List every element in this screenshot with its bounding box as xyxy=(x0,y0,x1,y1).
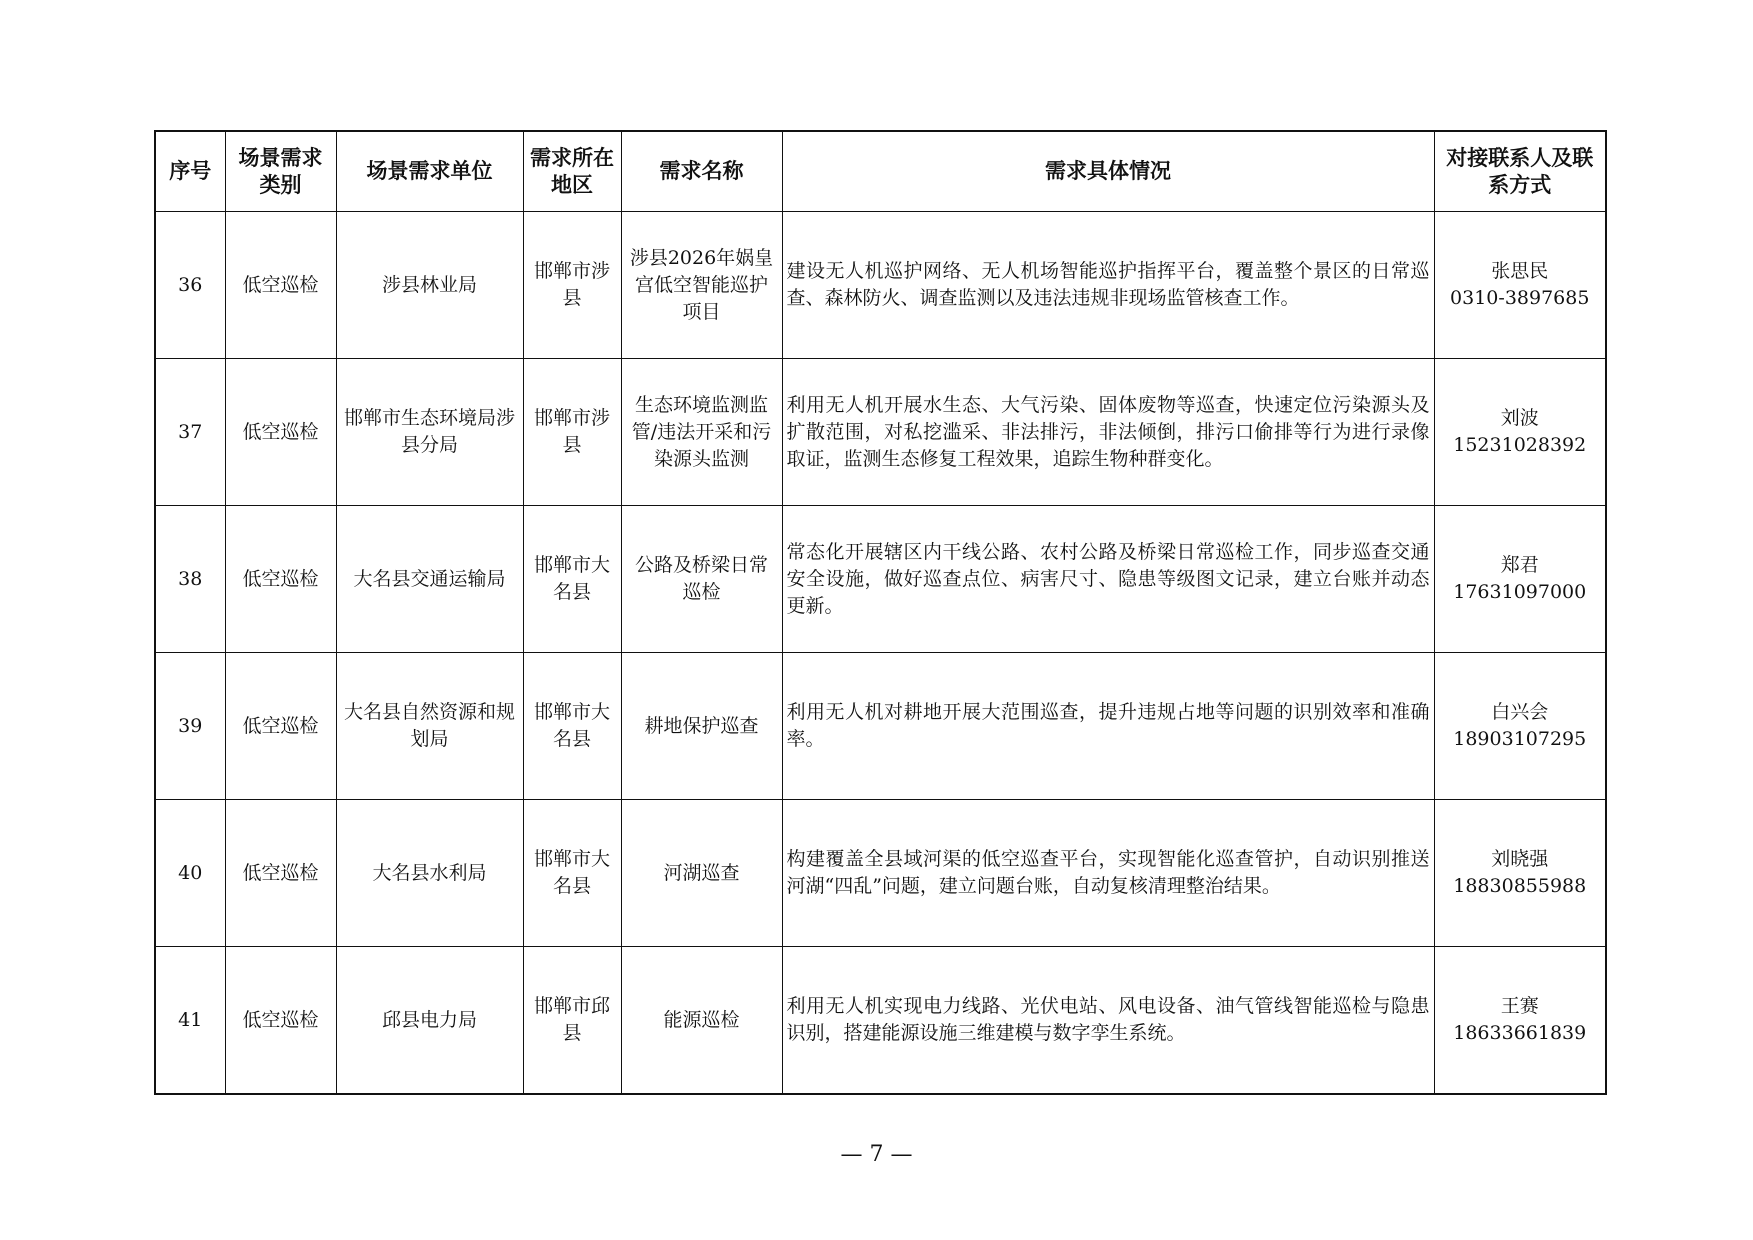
cell-name: 涉县2026年娲皇宫低空智能巡护项目 xyxy=(621,212,782,359)
cell-unit: 大名县自然资源和规划局 xyxy=(336,653,523,800)
cell-unit: 大名县水利局 xyxy=(336,800,523,947)
contact-name: 白兴会 xyxy=(1491,701,1549,723)
contact-phone: 17631097000 xyxy=(1453,581,1587,603)
cell-category: 低空巡检 xyxy=(225,212,336,359)
header-region: 需求所在地区 xyxy=(523,131,621,212)
cell-seq: 36 xyxy=(155,212,225,359)
cell-unit: 大名县交通运输局 xyxy=(336,506,523,653)
contact-phone: 18903107295 xyxy=(1453,728,1587,750)
requirements-table xyxy=(154,130,1607,1095)
page-number: — 7 — xyxy=(840,1142,913,1167)
cell-unit: 邱县电力局 xyxy=(336,947,523,1095)
cell-unit: 邯郸市生态环境局涉县分局 xyxy=(336,359,523,506)
cell-seq: 37 xyxy=(155,359,225,506)
cell-name: 公路及桥梁日常巡检 xyxy=(621,506,782,653)
cell-region: 邯郸市邱县 xyxy=(523,947,621,1095)
contact-name: 刘波 xyxy=(1500,407,1539,429)
contact-phone: 18830855988 xyxy=(1453,875,1587,897)
cell-region: 邯郸市大名县 xyxy=(523,506,621,653)
header-row xyxy=(155,131,1606,212)
cell-seq: 40 xyxy=(155,800,225,947)
cell-seq: 38 xyxy=(155,506,225,653)
cell-detail: 利用无人机开展水生态、大气污染、固体废物等巡查，快速定位污染源头及扩散范围，对私挖滥采、非法排污，非法倾倒，排污口偷排等行为进行录像取证，监测生态修复工程效果，追踪生物种群变化。 xyxy=(782,359,1434,506)
cell-seq: 39 xyxy=(155,653,225,800)
contact-name: 张思民 xyxy=(1491,260,1549,282)
cell-contact xyxy=(1434,359,1606,506)
cell-region: 邯郸市大名县 xyxy=(523,653,621,800)
table-header xyxy=(155,131,1606,212)
cell-category: 低空巡检 xyxy=(225,653,336,800)
cell-category: 低空巡检 xyxy=(225,359,336,506)
cell-category: 低空巡检 xyxy=(225,800,336,947)
cell-contact xyxy=(1434,212,1606,359)
cell-contact xyxy=(1434,947,1606,1095)
cell-name: 耕地保护巡查 xyxy=(621,653,782,800)
header-unit: 场景需求单位 xyxy=(336,131,523,212)
table-row xyxy=(155,506,1606,653)
header-contact: 对接联系人及联系方式 xyxy=(1434,131,1606,212)
table-row xyxy=(155,947,1606,1095)
contact-phone: 0310-3897685 xyxy=(1450,287,1590,309)
cell-contact xyxy=(1434,506,1606,653)
cell-detail: 常态化开展辖区内干线公路、农村公路及桥梁日常巡检工作，同步巡查交通安全设施，做好巡查点位、病害尺寸、隐患等级图文记录，建立台账并动态更新。 xyxy=(782,506,1434,653)
cell-unit: 涉县林业局 xyxy=(336,212,523,359)
contact-name: 王赛 xyxy=(1500,995,1539,1017)
cell-detail: 构建覆盖全县域河渠的低空巡查平台，实现智能化巡查管护，自动识别推送河湖“四乱”问题，建立问题台账，自动复核清理整治结果。 xyxy=(782,800,1434,947)
cell-seq: 41 xyxy=(155,947,225,1095)
cell-detail: 利用无人机对耕地开展大范围巡查，提升违规占地等问题的识别效率和准确率。 xyxy=(782,653,1434,800)
contact-phone: 15231028392 xyxy=(1453,434,1587,456)
header-category: 场景需求类别 xyxy=(225,131,336,212)
cell-region: 邯郸市涉县 xyxy=(523,212,621,359)
cell-region: 邯郸市涉县 xyxy=(523,359,621,506)
header-seq: 序号 xyxy=(155,131,225,212)
header-detail: 需求具体情况 xyxy=(782,131,1434,212)
cell-name: 能源巡检 xyxy=(621,947,782,1095)
header-name: 需求名称 xyxy=(621,131,782,212)
requirements-table-container xyxy=(154,130,1605,1095)
cell-category: 低空巡检 xyxy=(225,947,336,1095)
contact-phone: 18633661839 xyxy=(1453,1022,1587,1044)
table-body xyxy=(155,212,1606,1095)
table-row xyxy=(155,653,1606,800)
table-row xyxy=(155,800,1606,947)
contact-name: 刘晓强 xyxy=(1491,848,1549,870)
cell-contact xyxy=(1434,800,1606,947)
contact-name: 郑君 xyxy=(1500,554,1539,576)
cell-region: 邯郸市大名县 xyxy=(523,800,621,947)
cell-name: 生态环境监测监管/违法开采和污染源头监测 xyxy=(621,359,782,506)
cell-detail: 利用无人机实现电力线路、光伏电站、风电设备、油气管线智能巡检与隐患识别，搭建能源设施三维建模与数字孪生系统。 xyxy=(782,947,1434,1095)
table-row xyxy=(155,212,1606,359)
cell-detail: 建设无人机巡护网络、无人机场智能巡护指挥平台，覆盖整个景区的日常巡查、森林防火、调查监测以及违法违规非现场监管核查工作。 xyxy=(782,212,1434,359)
cell-contact xyxy=(1434,653,1606,800)
cell-category: 低空巡检 xyxy=(225,506,336,653)
cell-name: 河湖巡查 xyxy=(621,800,782,947)
table-row xyxy=(155,359,1606,506)
